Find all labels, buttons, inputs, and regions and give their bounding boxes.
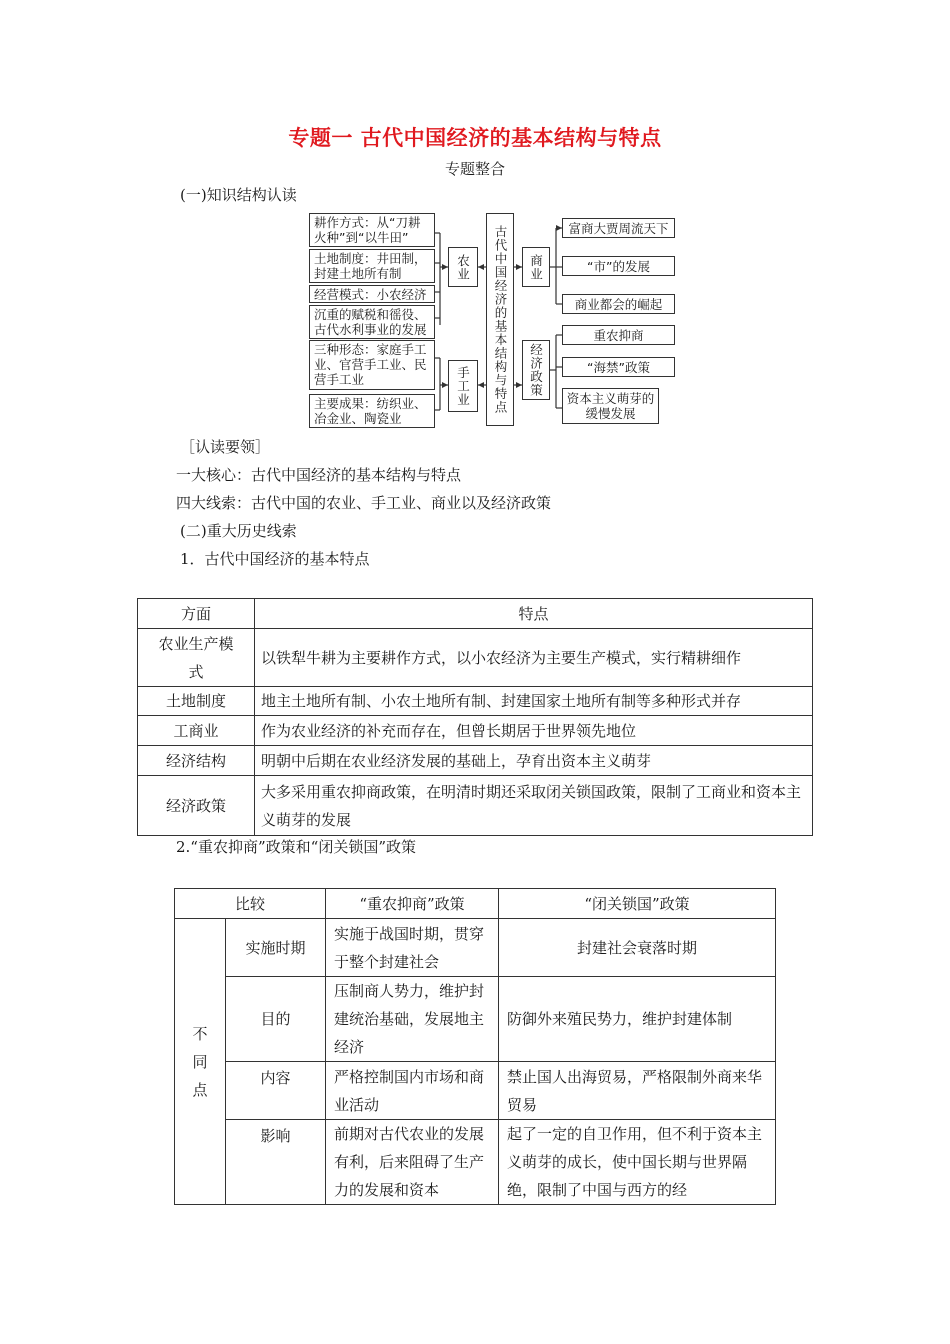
group-label: 不同点: [175, 919, 226, 1205]
comm-item-merchants: 富商大贾周流天下: [562, 218, 675, 238]
table-header: 特点: [255, 599, 813, 629]
item-heading-1: 1．古代中国经济的基本特点: [180, 550, 370, 568]
knowledge-structure-diagram: [300, 210, 680, 430]
four-clues: 四大线索：古代中国的农业、手工业、商业以及经济政策: [176, 494, 552, 512]
table-cell: 封建社会衰落时期: [499, 919, 776, 977]
table-cell: 以铁犁牛耕为主要耕作方式，以小农经济为主要生产模式，实行精耕细作: [255, 629, 813, 687]
agri-item-taxes-water: 沉重的赋税和徭役、古代水利事业的发展: [309, 305, 435, 339]
table-header: “重农抑商”政策: [326, 889, 499, 919]
policy-comparison-table: [174, 888, 776, 1205]
table-cell: 影响: [226, 1120, 326, 1205]
agri-item-land-system: 土地制度：井田制，封建土地所有制: [309, 249, 435, 283]
agri-item-operation-mode: 经营模式：小农经济: [309, 285, 435, 303]
table-cell: 经济政策: [138, 776, 255, 836]
table-cell: 明朝中后期在农业经济发展的基础上，孕育出资本主义萌芽: [255, 746, 813, 776]
table-cell: 农业生产模式: [138, 629, 255, 687]
table-cell: 内容: [226, 1062, 326, 1120]
agriculture-node: 农业: [448, 247, 478, 287]
table-header: 方面: [138, 599, 255, 629]
table-header: 比较: [175, 889, 326, 919]
section-heading-2: (二)重大历史线索: [180, 522, 297, 540]
table-cell: 工商业: [138, 716, 255, 746]
table-cell: 经济结构: [138, 746, 255, 776]
policy-node: 经济政策: [522, 340, 550, 400]
handicraft-node: 手工业: [448, 360, 478, 412]
policy-item-agri-first: 重农抑商: [562, 325, 675, 345]
hand-item-three-forms: 三种形态：家庭手工业、官营手工业、民营手工业: [309, 340, 435, 390]
table-cell: 实施于战国时期，贯穿于整个封建社会: [326, 919, 499, 977]
table-cell: 目的: [226, 977, 326, 1062]
table-cell: 前期对古代农业的发展有利，后来阻碍了生产力的发展和资本: [326, 1120, 499, 1205]
commerce-node: 商业: [522, 247, 550, 287]
core-point: 一大核心：古代中国经济的基本结构与特点: [176, 466, 462, 484]
table-cell: 防御外来殖民势力，维护封建体制: [499, 977, 776, 1062]
comm-item-market: “市”的发展: [562, 256, 675, 276]
table-cell: 实施时期: [226, 919, 326, 977]
table-cell: 禁止国人出海贸易，严格限制外商来华贸易: [499, 1062, 776, 1120]
page-title: 专题一 古代中国经济的基本结构与特点: [288, 126, 662, 150]
table-cell: 作为农业经济的补充而存在，但曾长期居于世界领先地位: [255, 716, 813, 746]
item-heading-2: 2.“重农抑商”政策和“闭关锁国”政策: [176, 838, 416, 856]
policy-item-capitalism: 资本主义萌芽的缓慢发展: [562, 388, 659, 424]
policy-item-sea-ban: “海禁”政策: [562, 357, 675, 377]
hand-item-achievements: 主要成果：纺织业、冶金业、陶瓷业: [309, 394, 435, 428]
table-header: “闭关锁国”政策: [499, 889, 776, 919]
reading-tips: ［认读要领］: [180, 438, 271, 456]
table-cell: 土地制度: [138, 687, 255, 716]
page-subtitle: 专题整合: [444, 160, 505, 178]
diagram-center-node: 古代中国经济的基本结构与特点: [486, 213, 514, 426]
section-heading-1: (一)知识结构认读: [180, 186, 297, 204]
table-cell: 严格控制国内市场和商业活动: [326, 1062, 499, 1120]
table-cell: 地主土地所有制、小农土地所有制、封建国家土地所有制等多种形式并存: [255, 687, 813, 716]
agri-item-farming-method: 耕作方式：从“刀耕火种”到“以牛田”: [309, 213, 435, 247]
table-cell: 压制商人势力，维护封建统治基础，发展地主经济: [326, 977, 499, 1062]
comm-item-cities: 商业都会的崛起: [562, 294, 675, 314]
table-cell: 起了一定的自卫作用，但不利于资本主义萌芽的成长，使中国长期与世界隔绝，限制了中国与西方的经: [499, 1120, 776, 1205]
features-table: [137, 598, 813, 836]
table-cell: 大多采用重农抑商政策，在明清时期还采取闭关锁国政策，限制了工商业和资本主义萌芽的发展: [255, 776, 813, 836]
